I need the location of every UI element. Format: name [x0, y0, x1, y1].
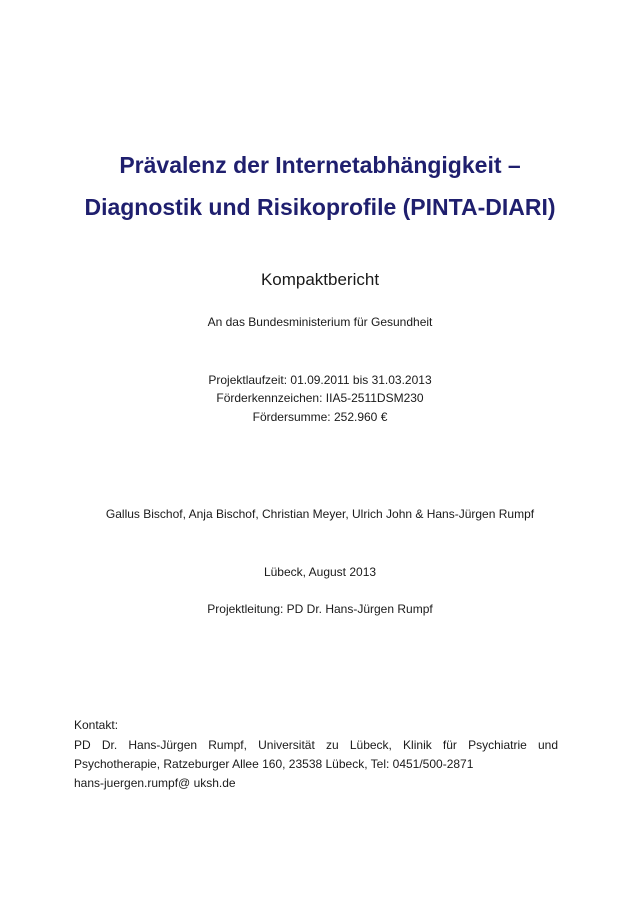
- project-lead: Projektleitung: PD Dr. Hans-Jürgen Rumpf: [207, 602, 433, 616]
- report-type: Kompaktbericht: [260, 270, 380, 289]
- contact-line-2: Psychotherapie, Ratzeburger Allee 160, 23538 Lübeck, Tel: 0451/500-2871: [74, 757, 474, 771]
- recipient: An das Bundesministerium für Gesundheit: [207, 315, 433, 329]
- title-line-2: Diagnostik und Risikoprofile (PINTA-DIARI): [84, 194, 556, 220]
- contact-label: Kontakt:: [74, 718, 119, 732]
- contact-email: hans-juergen.rumpf@ uksh.de: [74, 776, 236, 790]
- funding-amount: Fördersumme: 252.960 €: [252, 410, 388, 424]
- place-date: Lübeck, August 2013: [263, 565, 377, 579]
- project-duration: Projektlaufzeit: 01.09.2011 bis 31.03.2013: [208, 373, 432, 387]
- title-line-1: Prävalenz der Internetabhängigkeit –: [119, 152, 521, 178]
- funding-code: Förderkennzeichen: IIA5-2511DSM230: [216, 391, 424, 405]
- contact-line-1: PD Dr. Hans-Jürgen Rumpf, Universität zu Lübeck, Klinik für Psychiatrie und: [74, 738, 558, 752]
- authors: Gallus Bischof, Anja Bischof, Christian Meyer, Ulrich John & Hans-Jürgen Rumpf: [105, 507, 535, 521]
